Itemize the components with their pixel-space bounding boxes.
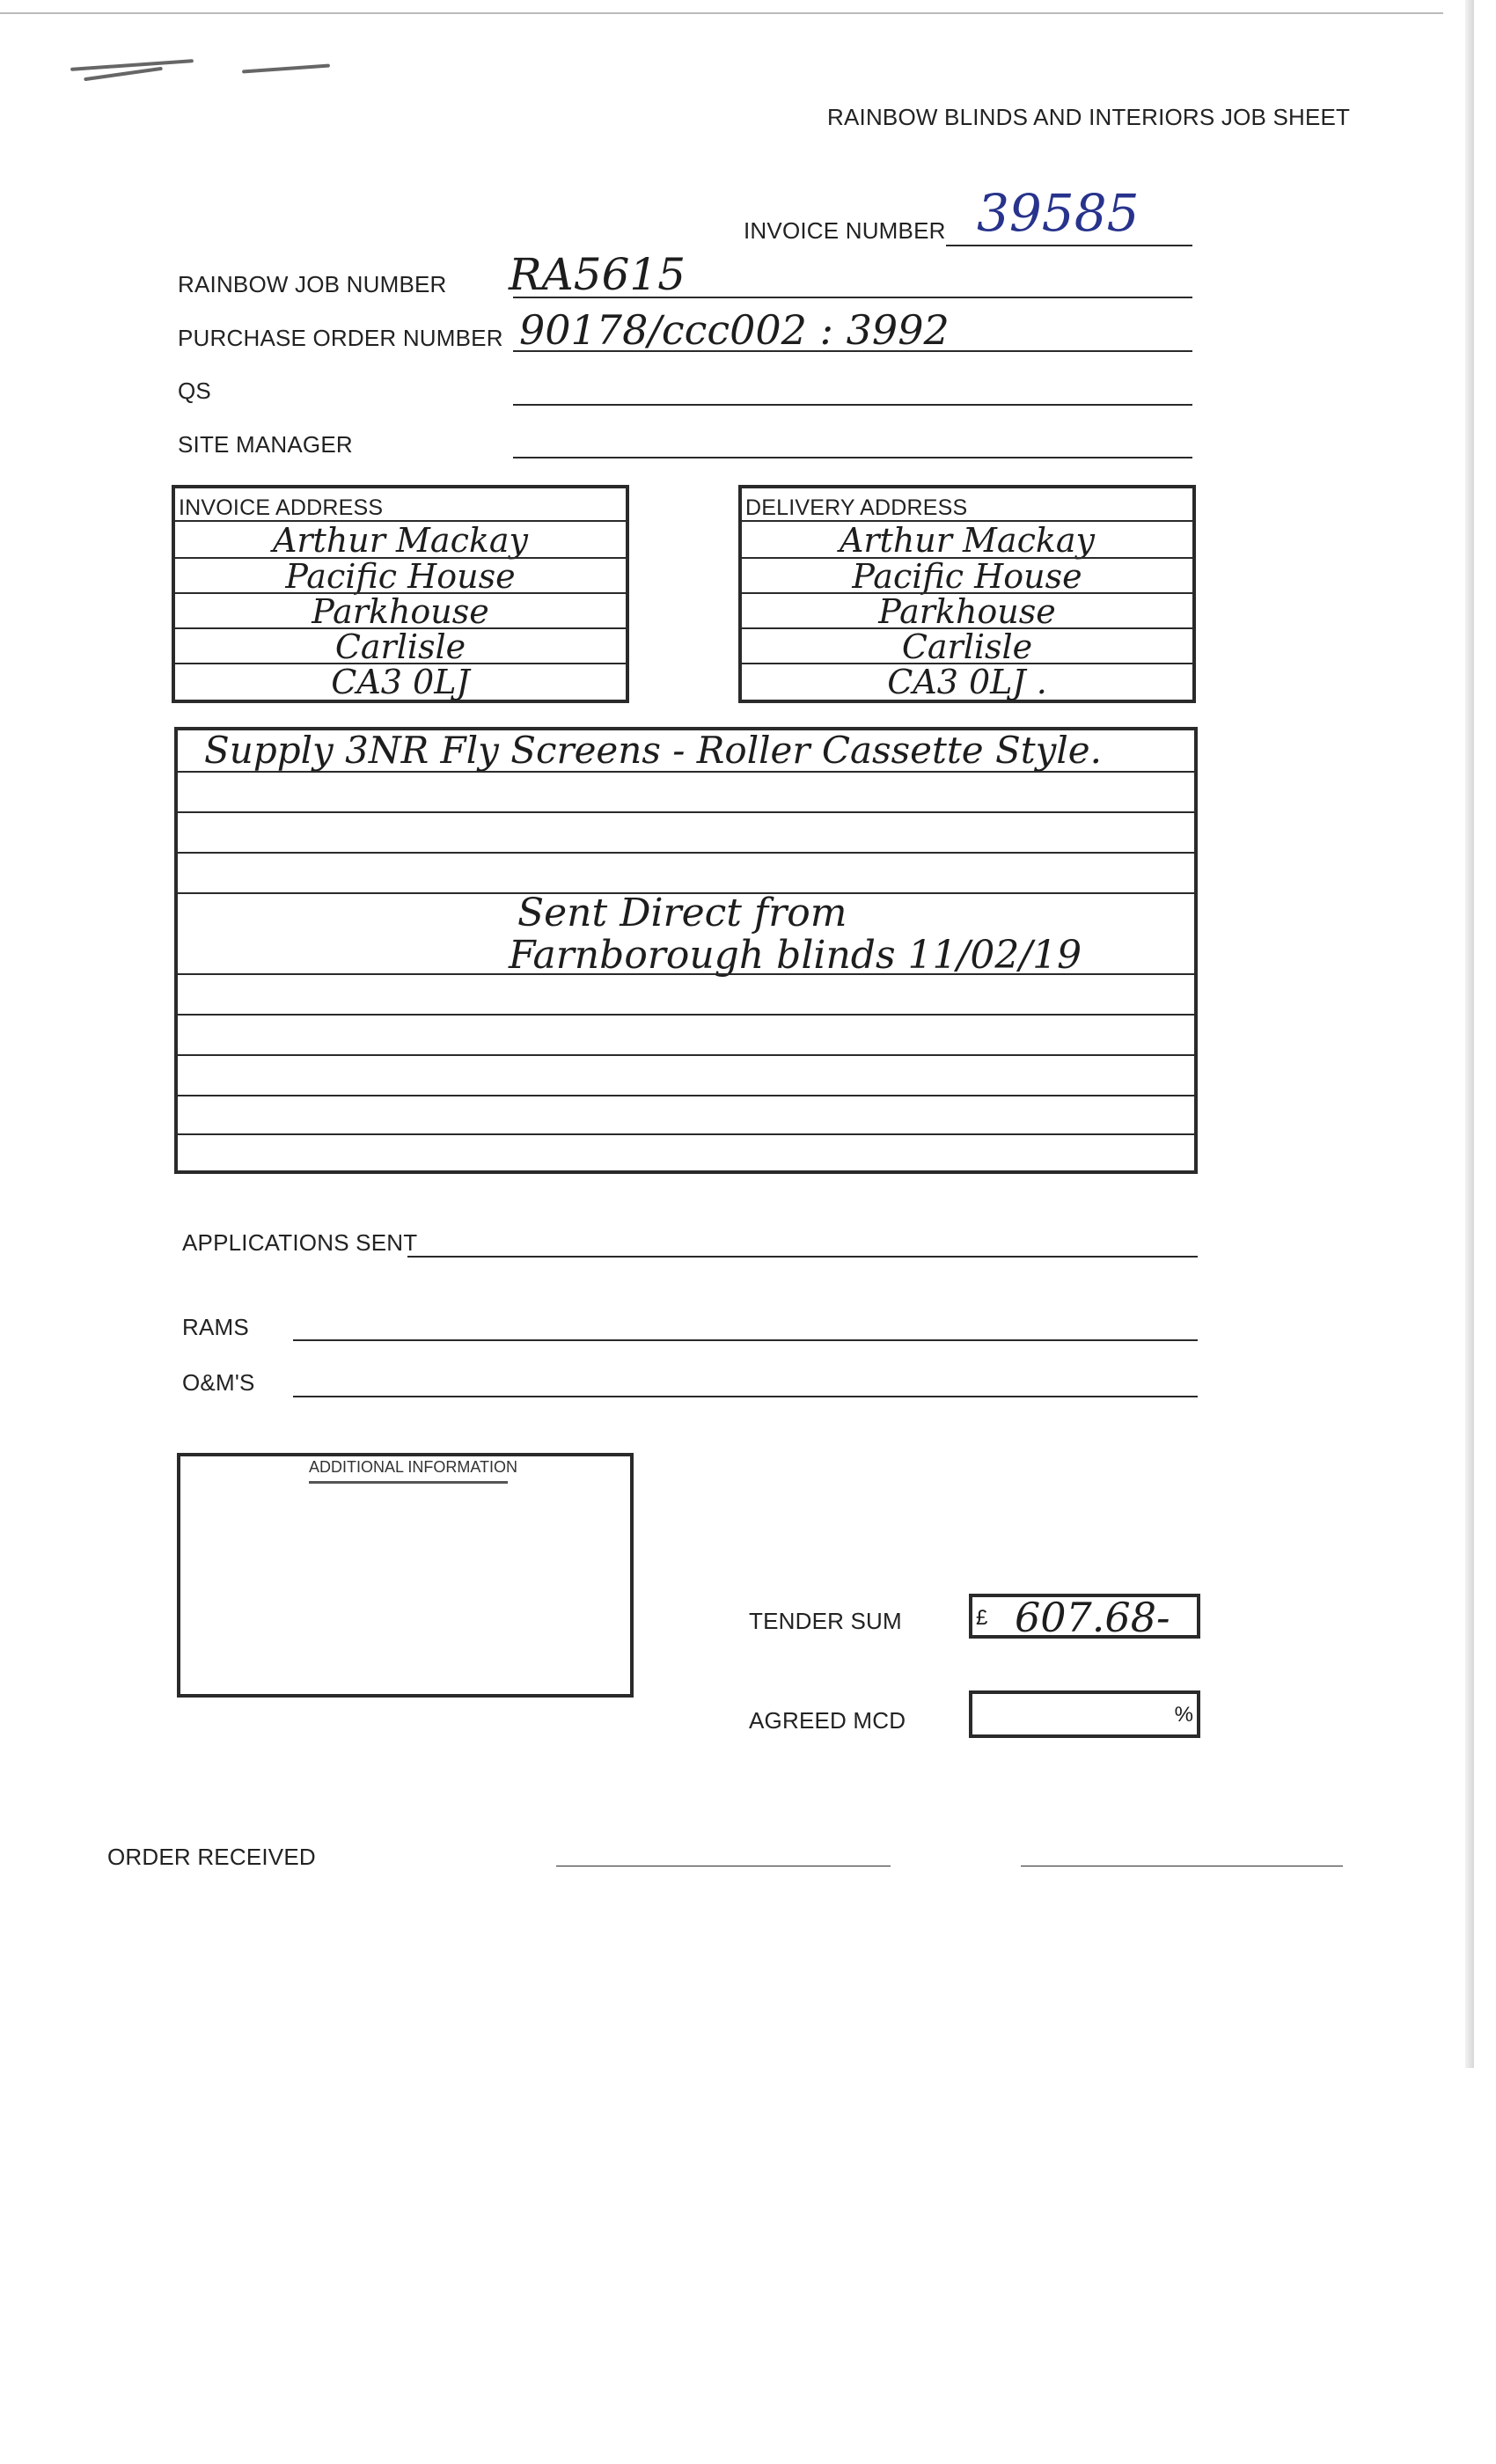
qs-label: QS xyxy=(178,378,211,404)
tender-sum-label: TENDER SUM xyxy=(749,1608,902,1634)
description-row-divider xyxy=(178,1054,1194,1056)
pen-mark xyxy=(70,59,194,71)
invoice-address-line[interactable]: Carlisle xyxy=(334,627,466,666)
rams-label: RAMS xyxy=(182,1314,249,1340)
delivery-address-line[interactable]: Arthur Mackay xyxy=(839,520,1096,560)
po-number-label: PURCHASE ORDER NUMBER xyxy=(178,325,503,351)
description-row-divider xyxy=(178,1095,1194,1096)
description-row-divider xyxy=(178,1014,1194,1016)
invoice-address-label: INVOICE ADDRESS xyxy=(179,495,384,520)
pen-mark xyxy=(242,64,330,74)
om-label: O&M'S xyxy=(182,1369,255,1396)
om-line[interactable] xyxy=(293,1396,1198,1397)
site-manager-line[interactable] xyxy=(513,457,1192,458)
job-number-value[interactable]: RA5615 xyxy=(509,249,686,300)
description-row-divider xyxy=(178,892,1194,894)
applications-sent-line[interactable] xyxy=(407,1256,1198,1258)
order-received-label: ORDER RECEIVED xyxy=(107,1844,316,1870)
delivery-address-line[interactable]: CA3 0LJ . xyxy=(887,663,1047,701)
po-number-value[interactable]: 90178/ccc002 : 3992 xyxy=(519,306,950,354)
job-number-label: RAINBOW JOB NUMBER xyxy=(178,271,447,297)
invoice-address-line[interactable]: CA3 0LJ xyxy=(331,663,470,701)
agreed-mcd-box[interactable] xyxy=(969,1690,1200,1738)
description-row-divider xyxy=(178,1133,1194,1135)
rams-line[interactable] xyxy=(293,1339,1198,1341)
invoice-address-line[interactable]: Parkhouse xyxy=(312,591,489,631)
description-row-divider xyxy=(178,852,1194,854)
invoice-number-label: INVOICE NUMBER xyxy=(744,217,946,244)
description-line[interactable]: Sent Direct from xyxy=(517,891,847,935)
sheet-title: RAINBOW BLINDS AND INTERIORS JOB SHEET xyxy=(827,104,1351,130)
description-row-divider xyxy=(178,973,1194,975)
tender-sum-value[interactable]: 607.68- xyxy=(1015,1594,1170,1641)
invoice-number-line xyxy=(946,245,1192,246)
delivery-address-line[interactable]: Carlisle xyxy=(901,627,1033,666)
delivery-address-line[interactable]: Pacific House xyxy=(852,556,1082,596)
job-description-box xyxy=(174,727,1198,1174)
description-row-divider xyxy=(178,811,1194,813)
description-line[interactable]: Farnborough blinds 11/02/19 xyxy=(509,933,1082,978)
percent-symbol: % xyxy=(1174,1703,1193,1727)
additional-info-label: ADDITIONAL INFORMATION xyxy=(309,1458,518,1476)
site-manager-label: SITE MANAGER xyxy=(178,431,353,458)
invoice-address-line[interactable]: Pacific House xyxy=(285,556,516,596)
currency-symbol: £ xyxy=(976,1606,988,1630)
additional-info-underline xyxy=(309,1481,508,1484)
description-line[interactable]: Supply 3NR Fly Screens - Roller Cassette Style. xyxy=(204,729,1102,772)
delivery-address-label: DELIVERY ADDRESS xyxy=(745,495,968,520)
tender-sum-box[interactable] xyxy=(969,1594,1200,1639)
delivery-address-box xyxy=(738,485,1196,703)
invoice-address-line[interactable]: Arthur Mackay xyxy=(272,520,529,560)
additional-info-box[interactable] xyxy=(177,1453,634,1698)
invoice-number-value[interactable]: 39585 xyxy=(977,183,1140,243)
qs-line[interactable] xyxy=(513,404,1192,406)
scan-top-edge xyxy=(0,12,1443,14)
scan-right-edge xyxy=(1465,0,1474,2068)
agreed-mcd-label: AGREED MCD xyxy=(749,1707,906,1734)
description-row-divider xyxy=(178,771,1194,773)
applications-sent-label: APPLICATIONS SENT xyxy=(182,1229,418,1256)
invoice-address-box xyxy=(172,485,629,703)
delivery-address-line[interactable]: Parkhouse xyxy=(878,591,1056,631)
